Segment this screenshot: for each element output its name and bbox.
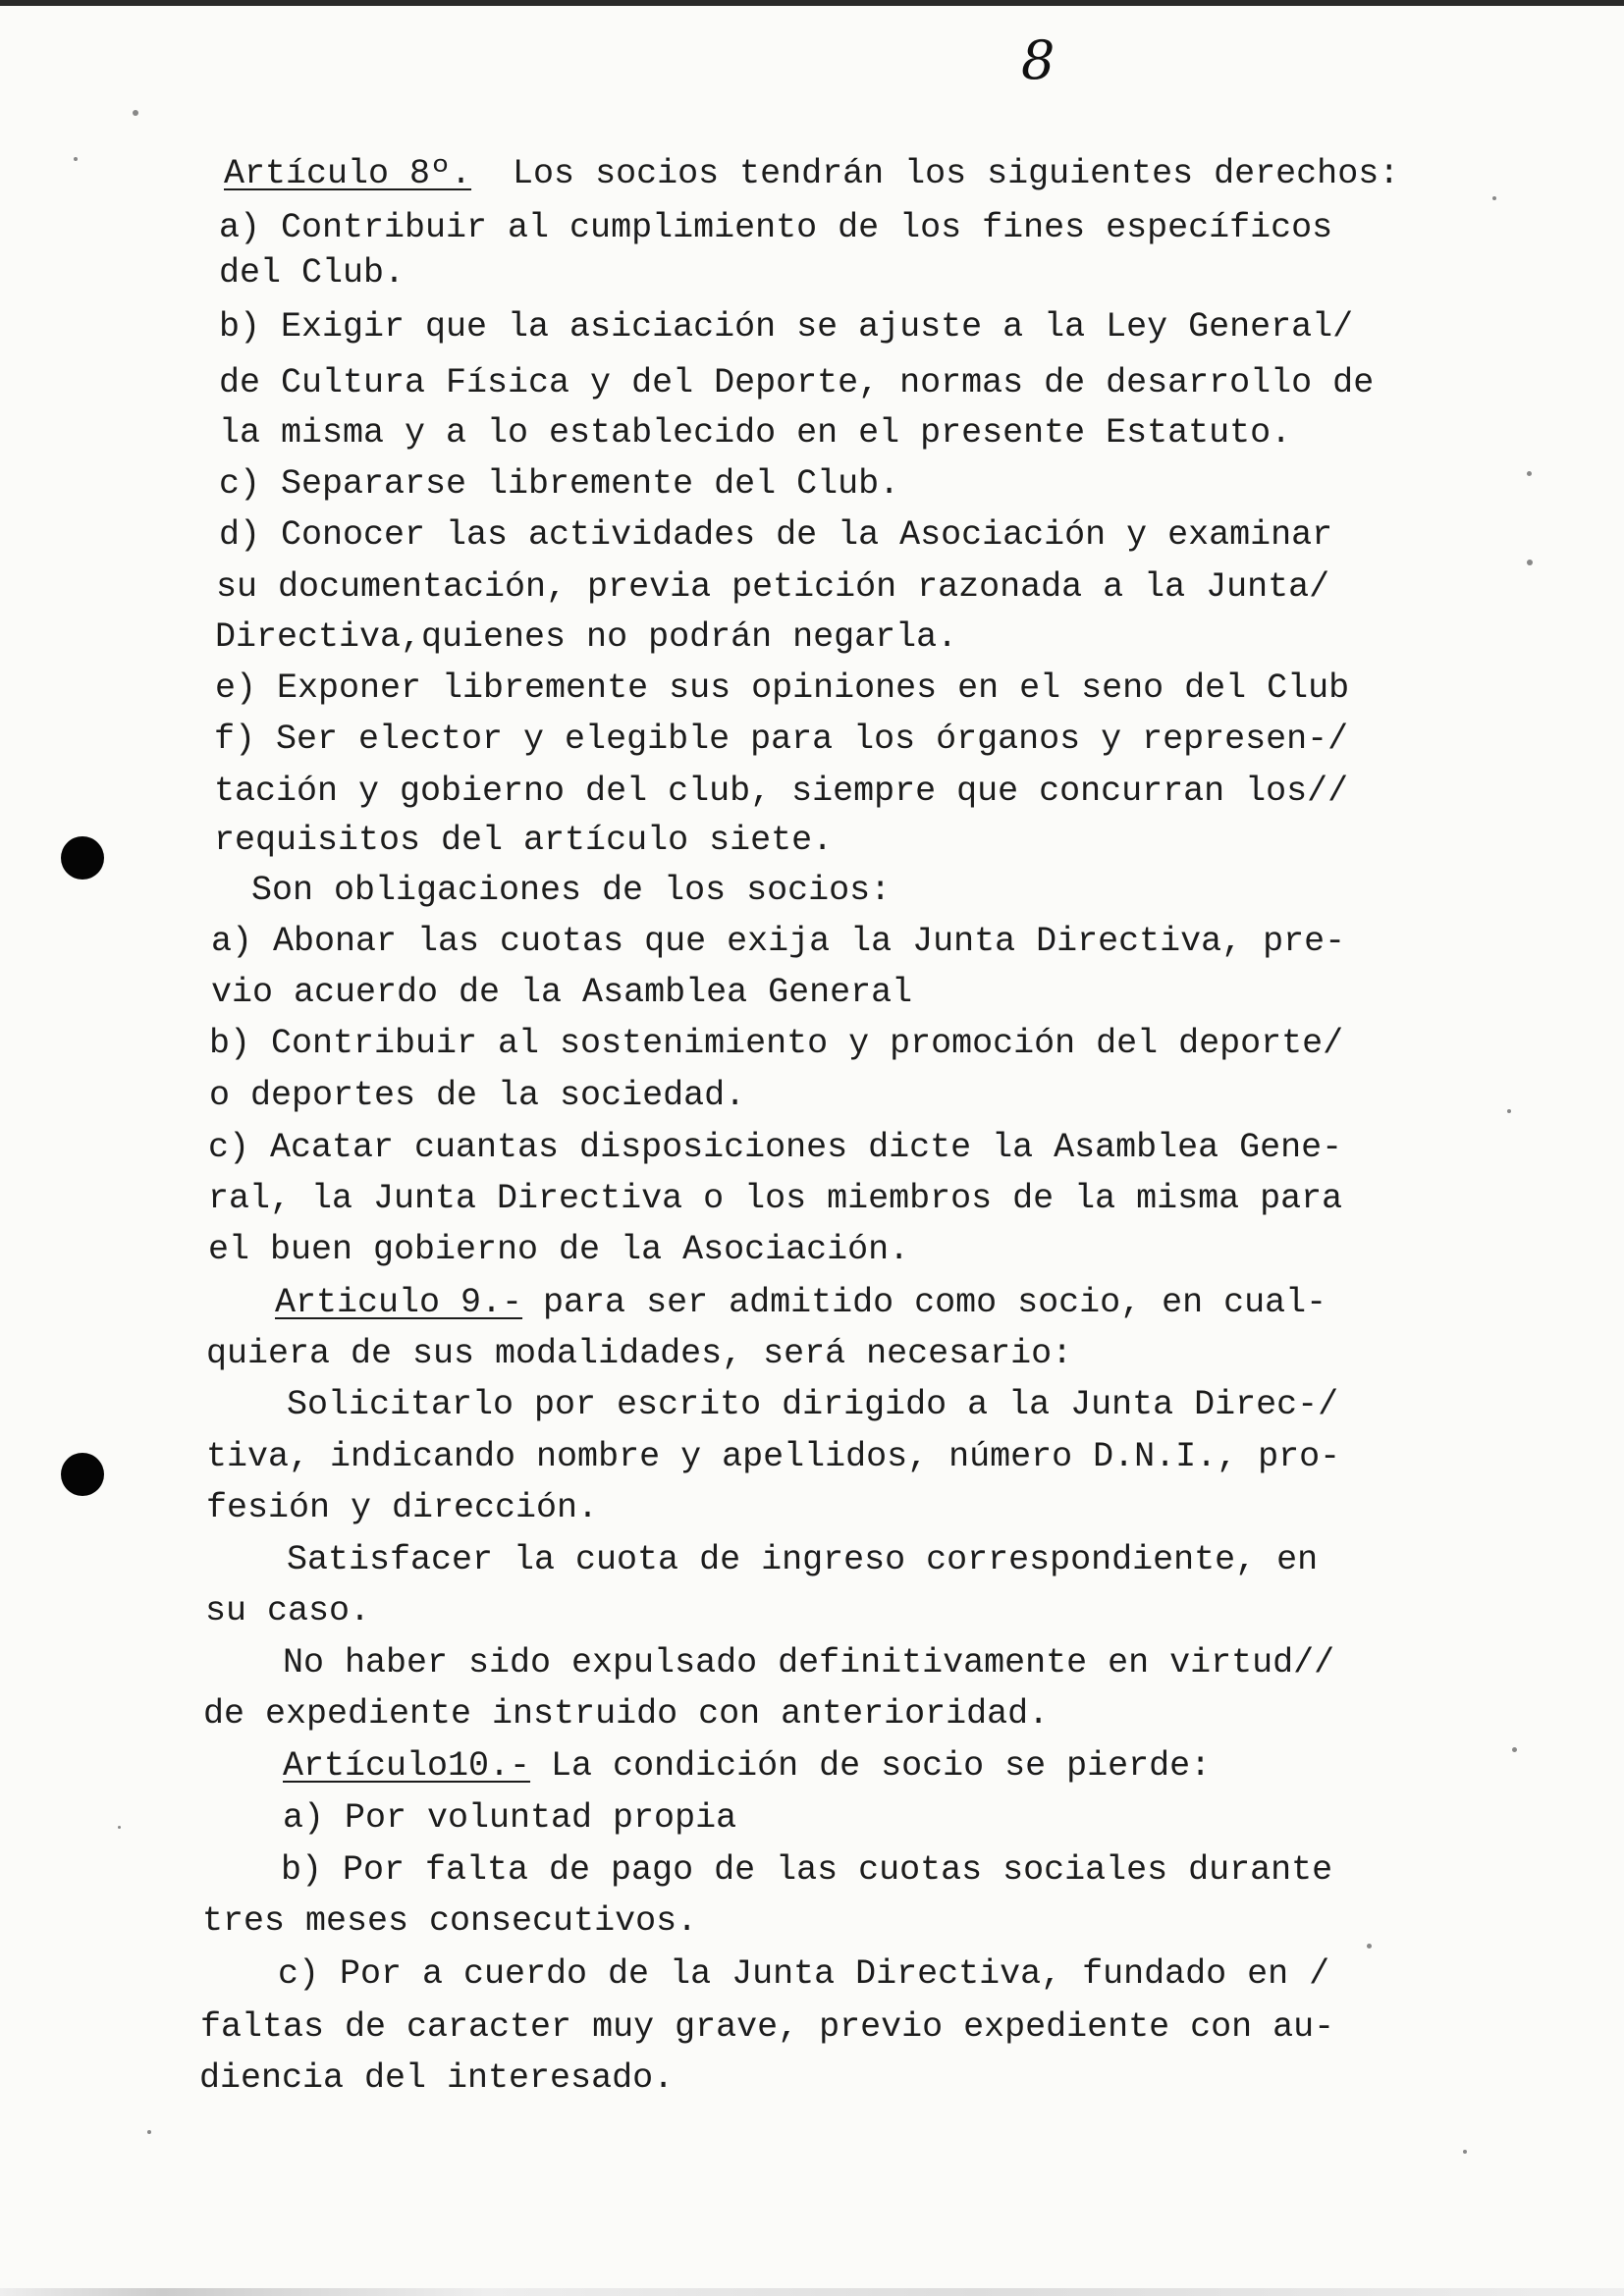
line-text: Directiva,quienes no podrán negarla. [215, 617, 958, 657]
line-text: del Club. [219, 253, 406, 293]
text-line [199, 2056, 674, 2100]
text-line [206, 1332, 1072, 1375]
line-text: a) Contribuir al cumplimiento de los fines específicos [219, 208, 1333, 247]
line-text: tres meses consecutivos. [202, 1901, 698, 1941]
text-line [287, 1383, 1338, 1426]
line-text: c) Separarse libremente del Club. [219, 464, 900, 504]
handwritten-page-number: 8 [1021, 29, 1056, 91]
line-text: Los socios tendrán los siguientes derechos: [471, 154, 1400, 193]
scan-speck [1512, 1747, 1517, 1752]
scan-speck [1367, 1944, 1372, 1949]
line-text: de Cultura Física y del Deporte, normas de desarrollo de [219, 363, 1375, 402]
scan-bottom-edge [0, 2288, 1624, 2296]
text-line [219, 361, 1374, 404]
text-line [214, 819, 833, 862]
article-heading-line [224, 152, 1399, 195]
line-text: Solicitarlo por escrito dirigido a la Junta Direc-/ [287, 1385, 1339, 1424]
text-line [206, 1435, 1340, 1478]
line-text: fesión y dirección. [206, 1488, 599, 1527]
punch-hole [61, 836, 104, 880]
text-line [208, 1126, 1342, 1169]
article-heading: Articulo 9.- [275, 1283, 523, 1322]
line-text: faltas de caracter muy grave, previo expediente con au- [200, 2007, 1335, 2047]
punch-hole [61, 1453, 104, 1496]
line-text: f) Ser elector y elegible para los órganos y represen-/ [214, 720, 1349, 759]
line-text: vio acuerdo de la Asamblea General [211, 973, 913, 1012]
article-heading-line [275, 1281, 1326, 1324]
line-text: su documentación, previa petición razonada a la Junta/ [216, 567, 1330, 607]
line-text: el buen gobierno de la Asociación. [208, 1230, 910, 1269]
line-text: d) Conocer las actividades de la Asociación y examinar [219, 515, 1333, 555]
line-text: tación y gobierno del club, siempre que concurran los// [214, 772, 1349, 811]
text-line [203, 1692, 1049, 1735]
text-line [278, 1952, 1329, 1996]
text-line [206, 1486, 598, 1529]
text-line [281, 1848, 1332, 1892]
scan-speck [133, 110, 138, 116]
line-text: para ser admitido como socio, en cual- [522, 1283, 1327, 1322]
line-text: e) Exponer libremente sus opiniones en el seno del Club [215, 668, 1350, 708]
scan-speck [147, 2130, 151, 2134]
scan-speck [1492, 196, 1496, 200]
text-line [208, 1228, 909, 1271]
line-text: a) Abonar las cuotas que exija la Junta Directiva, pre- [211, 922, 1346, 961]
text-line [214, 770, 1348, 813]
line-text: La condición de socio se pierde: [530, 1746, 1212, 1786]
text-line [215, 667, 1349, 710]
text-line [211, 971, 912, 1014]
scan-top-edge [0, 0, 1624, 6]
line-text: ral, la Junta Directiva o los miembros de la misma para [208, 1179, 1343, 1218]
text-line [202, 1899, 697, 1943]
line-text: la misma y a lo establecido en el presente Estatuto. [219, 413, 1292, 453]
line-text: c) Acatar cuantas disposiciones dicte la Asamblea Gene- [208, 1128, 1343, 1167]
line-text: a) Por voluntad propia [283, 1798, 737, 1838]
text-line [219, 411, 1291, 454]
line-text: c) Por a cuerdo de la Junta Directiva, fundado en / [278, 1954, 1330, 1994]
line-text: quiera de sus modalidades, será necesario: [206, 1334, 1073, 1373]
text-line [205, 1589, 370, 1632]
line-text: de expediente instruido con anterioridad. [203, 1694, 1050, 1734]
text-line [209, 1074, 745, 1117]
scan-speck [1463, 2150, 1467, 2154]
text-line [208, 1177, 1342, 1220]
article-heading: Artículo10.- [283, 1746, 531, 1786]
line-text: Satisfacer la cuota de ingreso correspondiente, en [287, 1540, 1319, 1579]
line-text: Son obligaciones de los socios: [251, 871, 892, 910]
article-heading-line [283, 1744, 1211, 1788]
text-line [287, 1538, 1318, 1581]
text-line [283, 1796, 736, 1840]
text-line [283, 1641, 1334, 1684]
line-text: o deportes de la sociedad. [209, 1076, 746, 1115]
scan-speck [1527, 560, 1533, 565]
scan-speck [1507, 1109, 1511, 1113]
scan-speck [118, 1826, 121, 1829]
text-line [200, 2005, 1334, 2049]
text-line [219, 513, 1332, 557]
text-line [251, 869, 891, 912]
line-text: b) Contribuir al sostenimiento y promoción del deporte/ [209, 1024, 1344, 1063]
text-line [219, 462, 899, 506]
line-text: su caso. [205, 1591, 371, 1630]
text-line [211, 920, 1345, 963]
text-line [219, 305, 1353, 348]
scan-speck [1527, 471, 1532, 476]
line-text: requisitos del artículo siete. [214, 821, 834, 860]
line-text: diencia del interesado. [199, 2058, 675, 2098]
line-text: tiva, indicando nombre y apellidos, número D.N.I., pro- [206, 1437, 1341, 1476]
line-text: b) Por falta de pago de las cuotas sociales durante [281, 1850, 1333, 1890]
text-line [216, 565, 1329, 609]
scan-speck [74, 157, 78, 161]
text-line [209, 1022, 1343, 1065]
line-text: No haber sido expulsado definitivamente en virtud// [283, 1643, 1335, 1682]
article-heading: Artículo 8º. [224, 154, 472, 193]
text-line [219, 206, 1332, 249]
text-line [214, 718, 1348, 761]
line-text: b) Exigir que la asiciación se ajuste a la Ley General/ [219, 307, 1354, 347]
text-line [215, 615, 957, 659]
text-line [219, 251, 405, 294]
